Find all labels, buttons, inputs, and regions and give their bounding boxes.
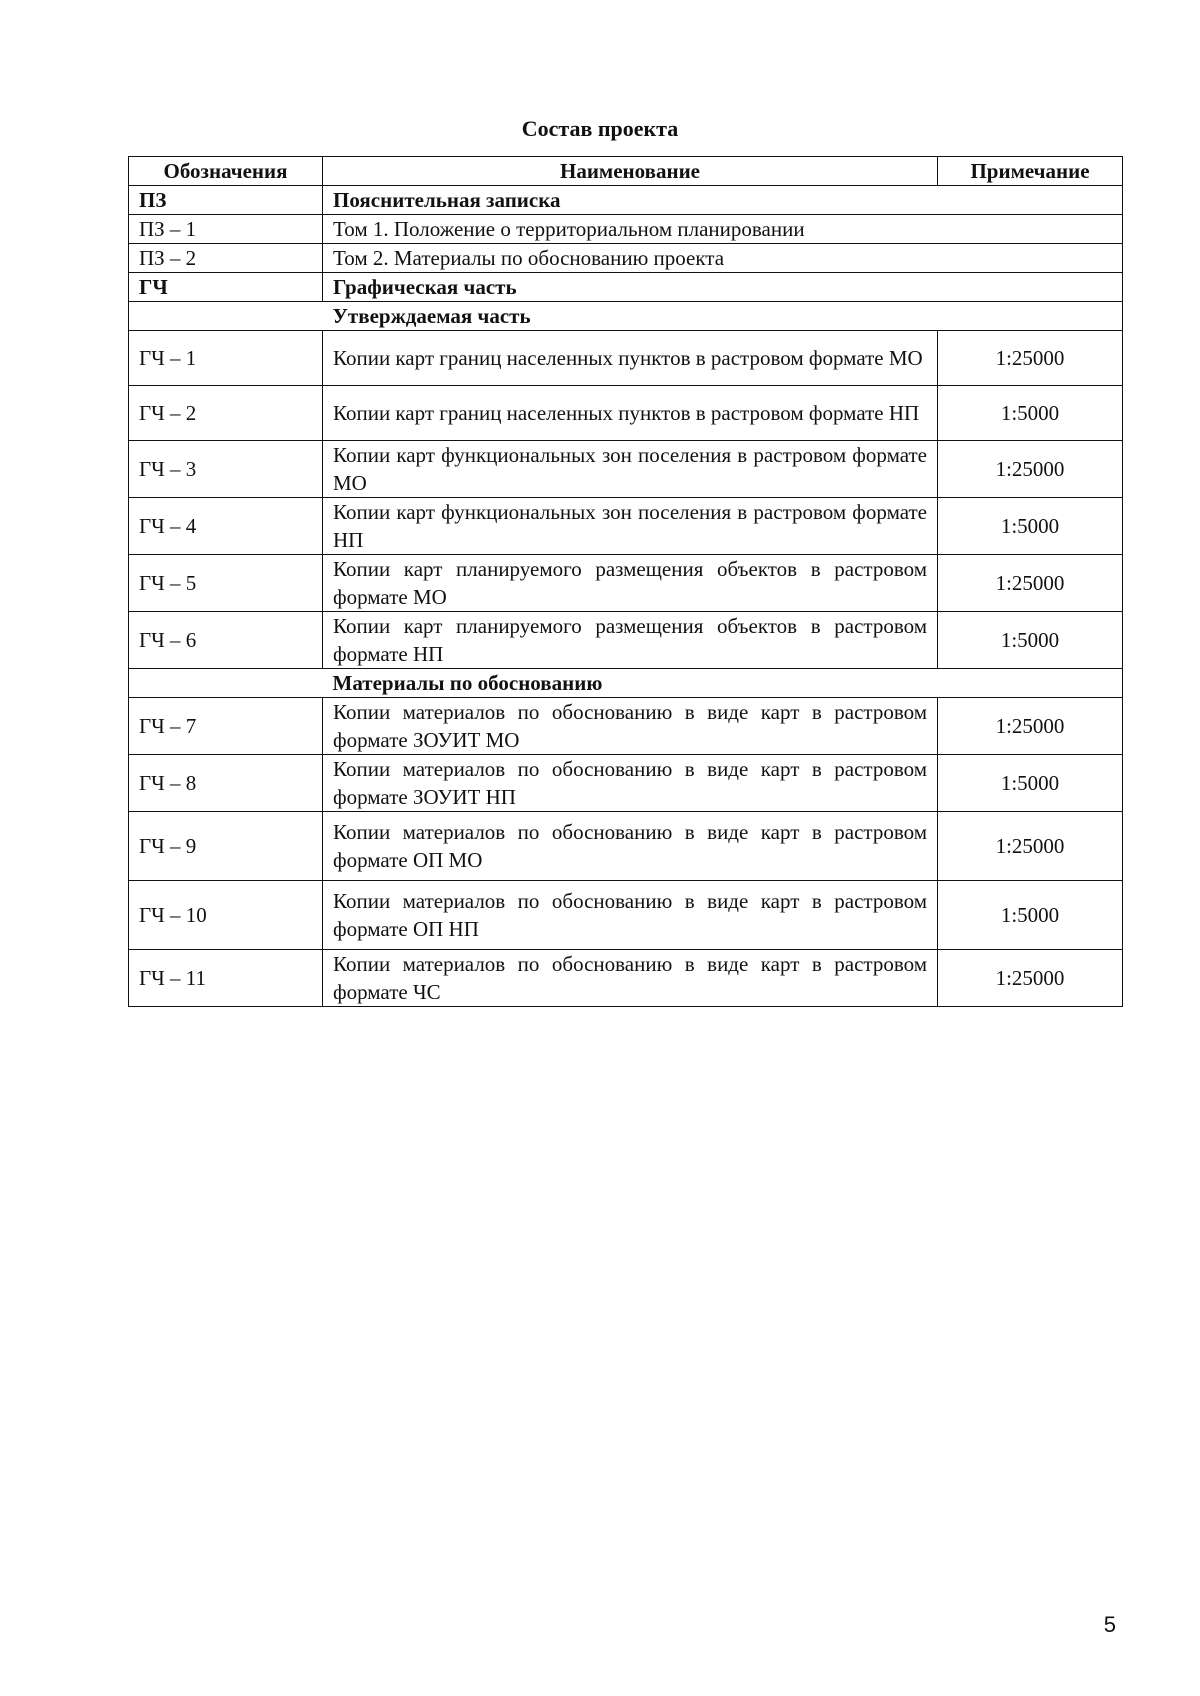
row-note: 1:25000 — [938, 331, 1123, 386]
table-row — [129, 698, 1123, 755]
page-title: Состав проекта — [521, 116, 679, 141]
group-code: ГЧ — [129, 273, 323, 302]
row-note: 1:5000 — [938, 498, 1123, 555]
row-note: 1:25000 — [938, 950, 1123, 1007]
header-name: Наименование — [323, 157, 938, 186]
row-note: 1:5000 — [938, 755, 1123, 812]
row-code: ГЧ – 8 — [129, 755, 323, 812]
row-name: Копии карт границ населенных пунктов в растровом формате МО — [323, 331, 938, 386]
row-code: ГЧ – 2 — [129, 386, 323, 441]
group-code: ПЗ — [129, 186, 323, 215]
header-code: Обозначения — [129, 157, 323, 186]
row-code: ГЧ – 6 — [129, 612, 323, 669]
table-row — [129, 950, 1123, 1007]
row-code: ГЧ – 3 — [129, 441, 323, 498]
page-number: 5 — [1103, 1612, 1116, 1637]
project-composition-table — [128, 156, 1123, 1007]
row-code: ПЗ – 2 — [129, 244, 323, 273]
row-name: Копии карт планируемого размещения объектов в растровом формате НП — [323, 612, 938, 669]
row-name: Копии материалов по обоснованию в виде карт в растровом формате ОП НП — [323, 881, 938, 950]
table-row — [129, 881, 1123, 950]
section-row-approved — [129, 302, 1123, 331]
row-note: 1:5000 — [938, 881, 1123, 950]
row-name: Том 1. Положение о территориальном планировании — [323, 215, 1123, 244]
group-name: Графическая часть — [323, 273, 1123, 302]
row-name: Копии карт функциональных зон поселения в растровом формате МО — [323, 441, 938, 498]
section-spacer — [129, 669, 323, 698]
row-code: ПЗ – 1 — [129, 215, 323, 244]
row-name: Копии материалов по обоснованию в виде карт в растровом формате ЧС — [323, 950, 938, 1007]
row-note: 1:25000 — [938, 698, 1123, 755]
row-note: 1:25000 — [938, 441, 1123, 498]
row-code: ГЧ – 10 — [129, 881, 323, 950]
row-name: Том 2. Материалы по обоснованию проекта — [323, 244, 1123, 273]
row-note: 1:25000 — [938, 812, 1123, 881]
table-row — [129, 244, 1123, 273]
section-row-justification — [129, 669, 1123, 698]
section-spacer — [129, 302, 323, 331]
row-code: ГЧ – 4 — [129, 498, 323, 555]
row-note: 1:25000 — [938, 555, 1123, 612]
section-title: Утверждаемая часть — [323, 302, 1123, 331]
row-code: ГЧ – 9 — [129, 812, 323, 881]
table-row — [129, 555, 1123, 612]
row-name: Копии материалов по обоснованию в виде карт в растровом формате ЗОУИТ МО — [323, 698, 938, 755]
group-row-pz — [129, 186, 1123, 215]
row-code: ГЧ – 1 — [129, 331, 323, 386]
table-row — [129, 812, 1123, 881]
row-note: 1:5000 — [938, 386, 1123, 441]
table-row — [129, 386, 1123, 441]
table-row — [129, 612, 1123, 669]
table-row — [129, 331, 1123, 386]
header-note: Примечание — [938, 157, 1123, 186]
row-name: Копии материалов по обоснованию в виде карт в растровом формате ЗОУИТ НП — [323, 755, 938, 812]
group-row-gch — [129, 273, 1123, 302]
section-title: Материалы по обоснованию — [323, 669, 1123, 698]
row-name: Копии карт границ населенных пунктов в растровом формате НП — [323, 386, 938, 441]
row-code: ГЧ – 11 — [129, 950, 323, 1007]
row-code: ГЧ – 5 — [129, 555, 323, 612]
group-name: Пояснительная записка — [323, 186, 1123, 215]
row-name: Копии карт функциональных зон поселения в растровом формате НП — [323, 498, 938, 555]
table-row — [129, 441, 1123, 498]
table-row — [129, 215, 1123, 244]
table-row — [129, 755, 1123, 812]
row-code: ГЧ – 7 — [129, 698, 323, 755]
table-row — [129, 498, 1123, 555]
row-name: Копии карт планируемого размещения объектов в растровом формате МО — [323, 555, 938, 612]
row-name: Копии материалов по обоснованию в виде карт в растровом формате ОП МО — [323, 812, 938, 881]
table-header-row — [129, 157, 1123, 186]
row-note: 1:5000 — [938, 612, 1123, 669]
